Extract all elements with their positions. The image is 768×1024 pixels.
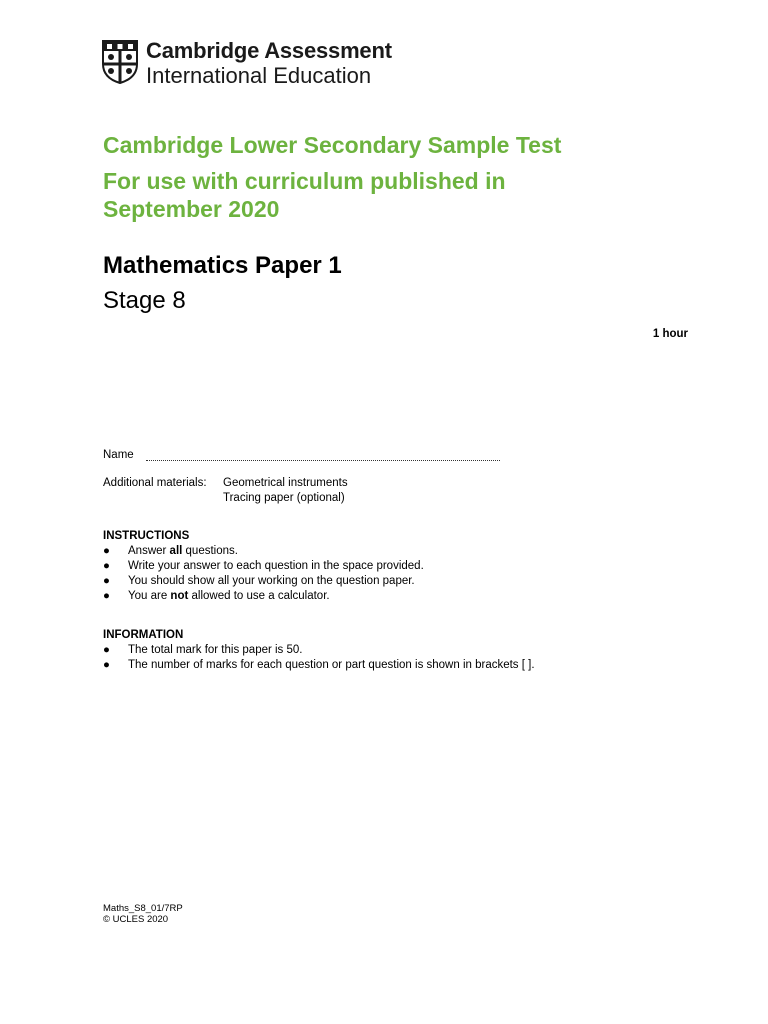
material-item: Geometrical instruments	[223, 477, 348, 489]
instruction-item	[103, 544, 424, 559]
instruction-text: You should show all your working on the question paper.	[128, 575, 415, 587]
instructions-heading: INSTRUCTIONS	[103, 530, 190, 542]
instruction-text: Write your answer to each question in the space provided.	[128, 560, 424, 572]
instructions-section	[103, 529, 424, 604]
logo-line1: Cambridge Assessment	[146, 38, 392, 63]
instruction-item	[103, 589, 424, 604]
test-title: Cambridge Lower Secondary Sample Test	[103, 132, 562, 158]
instruction-item	[103, 574, 424, 589]
duration-label: 1 hour	[652, 328, 688, 340]
bullet-icon: ●	[103, 590, 110, 602]
paper-title: Mathematics Paper 1	[103, 252, 342, 279]
instruction-item	[103, 559, 424, 574]
instruction-emphasis: not	[170, 590, 189, 602]
information-text: The number of marks for each question or part question is shown in brackets [ ].	[128, 659, 535, 671]
instruction-text: You are	[128, 590, 171, 602]
instruction-text: Answer	[128, 545, 170, 557]
instruction-emphasis: all	[169, 545, 183, 557]
curriculum-note-line1: For use with curriculum published in	[103, 168, 506, 194]
stage-label: Stage 8	[103, 287, 186, 314]
curriculum-note-line2: September 2020	[103, 196, 280, 222]
materials-label: Additional materials:	[103, 477, 207, 489]
materials-list	[223, 476, 348, 506]
material-item: Tracing paper (optional)	[223, 492, 345, 504]
instruction-text: questions.	[182, 545, 238, 557]
bullet-icon: ●	[103, 644, 110, 656]
bullet-icon: ●	[103, 575, 110, 587]
information-item	[103, 658, 535, 673]
paper-code: Maths_S8_01/7RP	[103, 903, 183, 914]
logo-line2: International Education	[146, 63, 372, 88]
cambridge-shield-icon	[102, 40, 138, 84]
information-text: The total mark for this paper is 50.	[128, 644, 303, 656]
bullet-icon: ●	[103, 659, 110, 671]
cambridge-logo	[102, 40, 392, 87]
instruction-text: allowed to use a calculator.	[188, 590, 330, 602]
information-heading: INFORMATION	[103, 629, 184, 641]
name-label: Name	[103, 449, 134, 461]
bullet-icon: ●	[103, 560, 110, 572]
information-item	[103, 643, 535, 658]
information-section	[103, 628, 535, 673]
footer	[103, 903, 183, 925]
copyright: © UCLES 2020	[103, 914, 169, 925]
bullet-icon: ●	[103, 545, 110, 557]
name-field[interactable]	[146, 450, 500, 461]
